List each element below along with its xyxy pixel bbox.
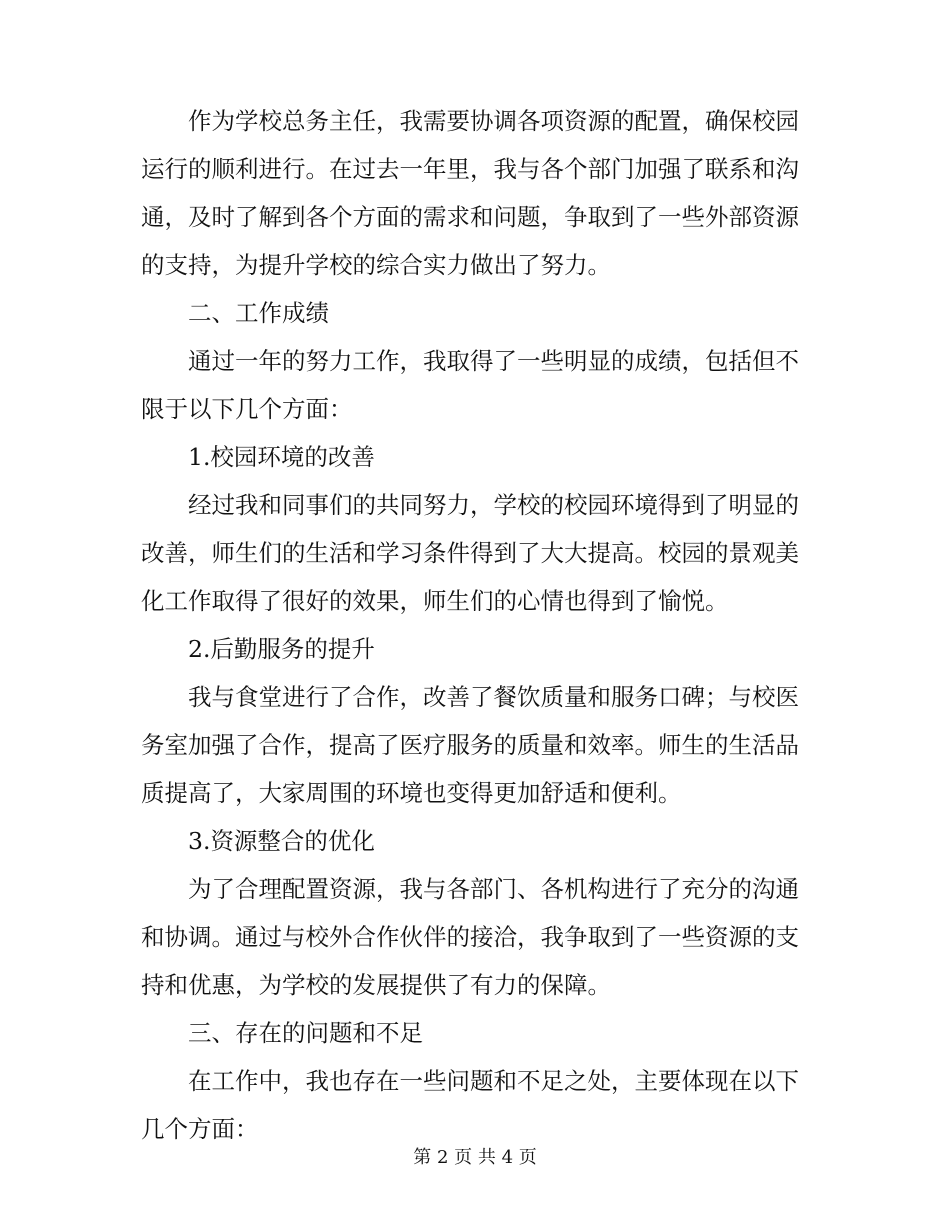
paragraph-line: 我与食堂进行了合作，改善了餐饮质量和服务口碑；与校医 xyxy=(188,683,799,711)
paragraph-line: 运行的顺利进行。在过去一年里，我与各个部门加强了联系和沟 xyxy=(141,155,799,183)
paragraph-line: 几个方面： xyxy=(141,1115,259,1143)
paragraph-line: 为了合理配置资源，我与各部门、各机构进行了充分的沟通 xyxy=(188,875,799,903)
paragraph-line: 改善，师生们的生活和学习条件得到了大大提高。校园的景观美 xyxy=(141,539,799,567)
paragraph-line: 经过我和同事们的共同努力，学校的校园环境得到了明显的 xyxy=(188,491,799,519)
paragraph-line: 的支持，为提升学校的综合实力做出了努力。 xyxy=(141,251,611,279)
paragraph-line: 化工作取得了很好的效果，师生们的心情也得到了愉悦。 xyxy=(141,587,729,615)
paragraph-line: 作为学校总务主任，我需要协调各项资源的配置，确保校园 xyxy=(188,107,799,135)
paragraph-line: 通，及时了解到各个方面的需求和问题，争取到了一些外部资源 xyxy=(141,203,799,231)
subsection-heading: 1.校园环境的改善 xyxy=(188,443,375,471)
paragraph-line: 通过一年的努力工作，我取得了一些明显的成绩，包括但不 xyxy=(188,347,799,375)
section-heading: 三、存在的问题和不足 xyxy=(188,1019,423,1047)
section-heading: 二、工作成绩 xyxy=(188,299,329,327)
paragraph-line: 持和优惠，为学校的发展提供了有力的保障。 xyxy=(141,971,611,999)
paragraph-line: 质提高了，大家周围的环境也变得更加舒适和便利。 xyxy=(141,779,682,807)
paragraph-line: 在工作中，我也存在一些问题和不足之处，主要体现在以下 xyxy=(188,1067,799,1095)
subsection-heading: 3.资源整合的优化 xyxy=(188,827,375,855)
subsection-heading: 2.后勤服务的提升 xyxy=(188,635,375,663)
paragraph-line: 限于以下几个方面： xyxy=(141,395,353,423)
paragraph-line: 和协调。通过与校外合作伙伴的接洽，我争取到了一些资源的支 xyxy=(141,923,799,951)
page-number-footer: 第 2 页 共 4 页 xyxy=(413,1147,537,1168)
paragraph-line: 务室加强了合作，提高了医疗服务的质量和效率。师生的生活品 xyxy=(141,731,799,759)
